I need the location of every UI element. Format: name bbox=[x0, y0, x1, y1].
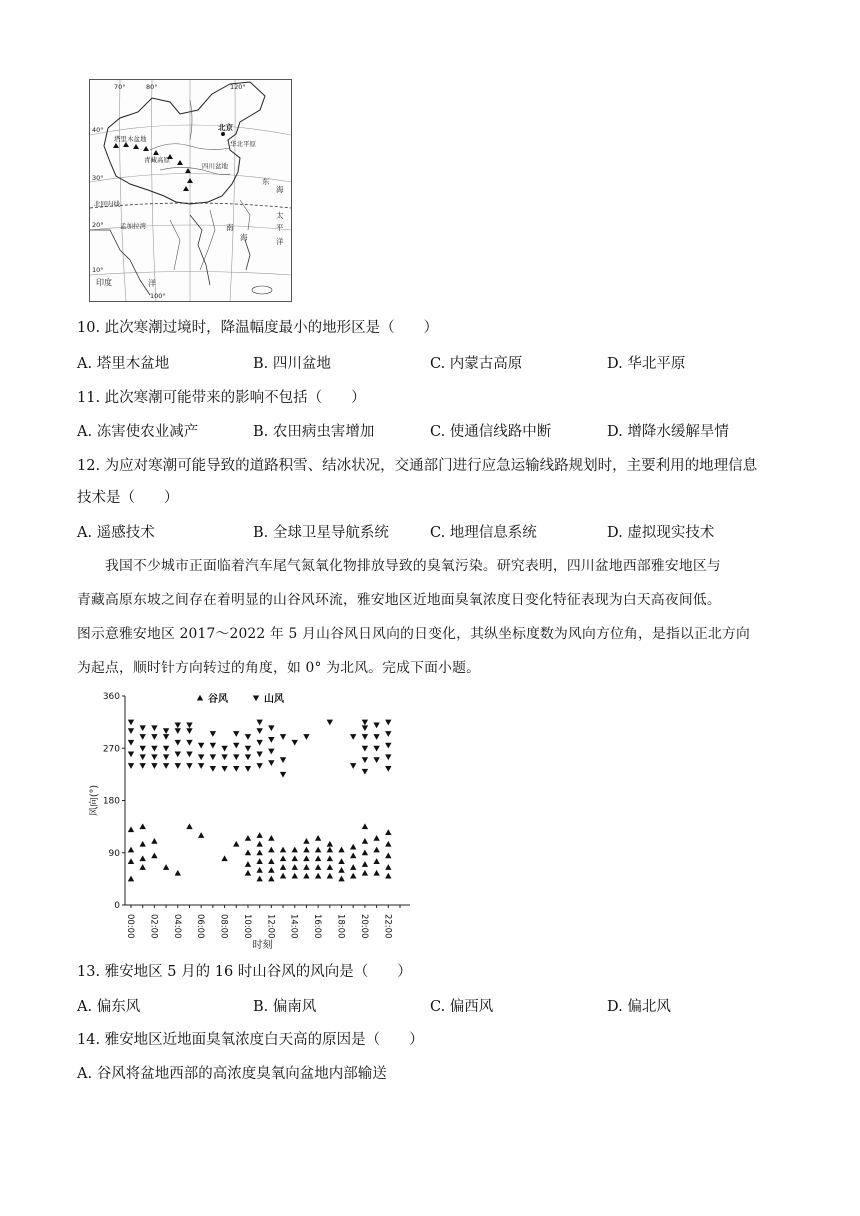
valley-wind-point bbox=[280, 847, 286, 853]
mountain-wind-point bbox=[362, 757, 368, 763]
mountain-wind-point bbox=[221, 766, 227, 772]
valley-wind-point bbox=[385, 864, 391, 870]
valley-wind-point bbox=[373, 858, 379, 864]
valley-wind-point bbox=[175, 870, 181, 876]
sichuan-label: 四川盆地 bbox=[202, 162, 228, 170]
q13-option-a: A. 偏东风 bbox=[77, 999, 141, 1015]
x-axis-label: 时刻 bbox=[252, 940, 273, 951]
mountain-wind-point bbox=[186, 751, 192, 757]
mountain-wind-point bbox=[385, 743, 391, 749]
nanhai-nan-label: 南 bbox=[226, 223, 234, 232]
legend-valley-marker bbox=[197, 695, 203, 701]
valley-wind-point bbox=[256, 841, 262, 847]
mountain-wind-point bbox=[373, 757, 379, 763]
valley-wind-point bbox=[303, 838, 309, 844]
mountain-wind-point bbox=[245, 754, 251, 760]
mountain-wind-point bbox=[139, 763, 145, 769]
mountain-wind-point bbox=[362, 725, 368, 731]
valley-wind-point bbox=[303, 873, 309, 879]
lon120-label: 120° bbox=[230, 83, 246, 91]
mountain-wind-point bbox=[385, 720, 391, 726]
valley-wind-point bbox=[362, 861, 368, 867]
mountain-wind-point bbox=[128, 751, 134, 757]
mountain-wind-point bbox=[245, 766, 251, 772]
lon100-label: 100° bbox=[150, 292, 166, 300]
valley-wind-point bbox=[362, 823, 368, 829]
valley-wind-point bbox=[245, 835, 251, 841]
mountain-wind-point bbox=[245, 734, 251, 740]
x-tick-label: 18:00 bbox=[335, 914, 346, 939]
q10-option-d: D. 华北平原 bbox=[607, 356, 686, 372]
mountain-wind-point bbox=[175, 728, 181, 734]
legend-mountain-label: 山风 bbox=[264, 694, 284, 705]
x-tick-label: 02:00 bbox=[148, 914, 159, 939]
valley-wind-point bbox=[385, 829, 391, 835]
q11-option-b: B. 农田病虫害增加 bbox=[253, 424, 375, 440]
valley-wind-point bbox=[256, 850, 262, 856]
valley-wind-point bbox=[350, 864, 356, 870]
india-label: 印度 bbox=[96, 278, 112, 287]
valley-wind-point bbox=[245, 850, 251, 856]
q14-option-a: A. 谷风将盆地西部的高浓度臭氧向盆地内部输送 bbox=[77, 1066, 387, 1082]
valley-wind-point bbox=[139, 841, 145, 847]
passage-line-4: 为起点，顺时针方向转过的角度，如 0° 为北风。完成下面小题。 bbox=[77, 660, 481, 676]
valley-wind-point bbox=[233, 841, 239, 847]
lat40-label: 40° bbox=[92, 126, 104, 134]
mountain-wind-point bbox=[128, 740, 134, 746]
x-tick-label: 04:00 bbox=[171, 914, 182, 939]
q13-option-d: D. 偏北风 bbox=[607, 999, 671, 1015]
mountain-wind-point bbox=[163, 763, 169, 769]
valley-wind-point bbox=[151, 838, 157, 844]
mountain-wind-point bbox=[350, 763, 356, 769]
q10-option-c: C. 内蒙古高原 bbox=[430, 356, 523, 372]
mountain-wind-point bbox=[268, 737, 274, 743]
mountain-wind-point bbox=[175, 751, 181, 757]
y-tick-label: 180 bbox=[102, 796, 120, 807]
mountain-wind-point bbox=[163, 754, 169, 760]
q10-option-b: B. 四川盆地 bbox=[253, 356, 331, 372]
valley-wind-point bbox=[292, 855, 298, 861]
mountain-wind-point bbox=[385, 754, 391, 760]
valley-wind-point bbox=[256, 832, 262, 838]
q12-stem-line1: 12. 为应对寒潮可能导致的道路积雪、结冰状况，交通部门进行应急运输线路规划时，主要利用的地理信息 bbox=[77, 458, 758, 474]
mountain-wind-point bbox=[186, 728, 192, 734]
passage-line-1: 我国不少城市正面临着汽车尾气氮氧化物排放导致的臭氧污染。研究表明，四川盆地西部雅安地区与 bbox=[105, 558, 721, 574]
mountain-wind-point bbox=[256, 763, 262, 769]
valley-wind-point bbox=[315, 873, 321, 879]
mountain-wind-point bbox=[280, 772, 286, 778]
bengal-label: 孟加拉湾 bbox=[120, 222, 146, 230]
mountain-wind-point bbox=[163, 746, 169, 752]
valley-wind-point bbox=[373, 847, 379, 853]
mountain-wind-point bbox=[362, 746, 368, 752]
mountain-wind-point bbox=[221, 746, 227, 752]
wind-direction-chart bbox=[80, 684, 420, 954]
valley-wind-point bbox=[268, 858, 274, 864]
valley-wind-point bbox=[373, 835, 379, 841]
q13-option-c: C. 偏西风 bbox=[430, 999, 494, 1015]
q12-option-d: D. 虚拟现实技术 bbox=[607, 525, 715, 541]
valley-wind-point bbox=[338, 858, 344, 864]
mountain-wind-point bbox=[186, 763, 192, 769]
mountain-wind-point bbox=[245, 746, 251, 752]
x-tick-label: 12:00 bbox=[265, 914, 276, 939]
mountain-wind-point bbox=[233, 754, 239, 760]
mountain-wind-point bbox=[210, 731, 216, 737]
valley-wind-point bbox=[256, 867, 262, 873]
valley-wind-point bbox=[256, 858, 262, 864]
valley-wind-point bbox=[338, 867, 344, 873]
mountain-wind-point bbox=[151, 754, 157, 760]
x-tick-label: 14:00 bbox=[288, 914, 299, 939]
mountain-wind-point bbox=[198, 743, 204, 749]
mountain-wind-point bbox=[256, 720, 262, 726]
chart-svg bbox=[80, 684, 420, 954]
valley-wind-point bbox=[186, 823, 192, 829]
valley-wind-point bbox=[245, 870, 251, 876]
qinghai-tibet-label: 青藏高原 bbox=[144, 156, 170, 164]
q11-option-a: A. 冻害使农业减产 bbox=[77, 424, 199, 440]
valley-wind-point bbox=[303, 847, 309, 853]
lat10-label: 10° bbox=[92, 266, 104, 274]
valley-wind-point bbox=[268, 867, 274, 873]
valley-wind-point bbox=[315, 864, 321, 870]
valley-wind-point bbox=[280, 855, 286, 861]
mountain-wind-point bbox=[151, 763, 157, 769]
x-tick-label: 20:00 bbox=[358, 914, 369, 939]
x-tick-label: 22:00 bbox=[382, 914, 393, 939]
valley-wind-point bbox=[280, 864, 286, 870]
valley-wind-point bbox=[385, 873, 391, 879]
pacific-ping-label: 平 bbox=[276, 223, 284, 232]
map-figure bbox=[89, 79, 292, 302]
q13-stem: 13. 雅安地区 5 月的 16 时山谷风的风向是（ ） bbox=[77, 964, 412, 980]
valley-wind-point bbox=[128, 876, 134, 882]
valley-wind-point bbox=[362, 838, 368, 844]
q14-stem: 14. 雅安地区近地面臭氧浓度白天高的原因是（ ） bbox=[77, 1032, 424, 1048]
mountain-wind-point bbox=[163, 734, 169, 740]
mountain-wind-point bbox=[385, 766, 391, 772]
mountain-wind-point bbox=[280, 734, 286, 740]
mountain-wind-point bbox=[198, 763, 204, 769]
valley-wind-point bbox=[292, 873, 298, 879]
tarim-label: 塔里木盆地 bbox=[114, 135, 147, 143]
mountain-wind-point bbox=[233, 731, 239, 737]
mountain-wind-point bbox=[139, 746, 145, 752]
q11-option-c: C. 使通信线路中断 bbox=[430, 424, 552, 440]
mountain-wind-point bbox=[233, 743, 239, 749]
mountain-wind-point bbox=[373, 722, 379, 728]
valley-wind-point bbox=[139, 864, 145, 870]
mountain-wind-point bbox=[280, 757, 286, 763]
y-tick-label: 0 bbox=[114, 901, 120, 911]
valley-wind-point bbox=[256, 876, 262, 882]
mountain-wind-point bbox=[292, 740, 298, 746]
valley-wind-point bbox=[280, 873, 286, 879]
sea-hai-label: 海 bbox=[276, 185, 284, 194]
mountain-wind-point bbox=[210, 766, 216, 772]
beijing-label: 北京 bbox=[218, 123, 233, 132]
tropic-label: 北回归线 bbox=[94, 200, 120, 208]
q12-option-c: C. 地理信息系统 bbox=[430, 525, 537, 541]
valley-wind-point bbox=[292, 847, 298, 853]
mountain-wind-point bbox=[175, 722, 181, 728]
mountain-wind-point bbox=[385, 731, 391, 737]
mountain-wind-point bbox=[210, 743, 216, 749]
q10-option-a: A. 塔里木盆地 bbox=[77, 356, 170, 372]
valley-wind-point bbox=[221, 855, 227, 861]
mountain-wind-point bbox=[362, 769, 368, 775]
y-tick-label: 90 bbox=[108, 848, 120, 859]
mountain-wind-point bbox=[256, 728, 262, 734]
ocean-label: 洋 bbox=[148, 279, 156, 288]
mountain-wind-point bbox=[186, 722, 192, 728]
mountain-wind-point bbox=[268, 725, 274, 731]
q12-option-b: B. 全球卫星导航系统 bbox=[253, 525, 389, 541]
valley-wind-point bbox=[245, 861, 251, 867]
valley-wind-point bbox=[128, 826, 134, 832]
lon70-label: 70° bbox=[114, 83, 126, 91]
q12-stem-line2: 技术是（ ） bbox=[77, 490, 179, 506]
passage-line-2: 青藏高原东坡之间存在着明显的山谷风环流，雅安地区近地面臭氧浓度日变化特征表现为白天高夜间低。 bbox=[77, 592, 721, 608]
valley-wind-point bbox=[350, 873, 356, 879]
valley-wind-point bbox=[139, 823, 145, 829]
q10-stem: 10. 此次寒潮过境时，降温幅度最小的地形区是（ ） bbox=[77, 320, 439, 336]
valley-wind-point bbox=[292, 864, 298, 870]
mountain-wind-point bbox=[175, 763, 181, 769]
q11-option-d: D. 增降水缓解旱情 bbox=[607, 424, 729, 440]
mountain-wind-point bbox=[327, 720, 333, 726]
mountain-wind-point bbox=[362, 734, 368, 740]
valley-wind-point bbox=[315, 847, 321, 853]
mountain-wind-point bbox=[128, 720, 134, 726]
x-tick-label: 06:00 bbox=[195, 914, 206, 939]
mountain-wind-point bbox=[139, 734, 145, 740]
valley-wind-point bbox=[385, 852, 391, 858]
lat30-label: 30° bbox=[92, 174, 104, 182]
valley-wind-point bbox=[338, 847, 344, 853]
mountain-wind-point bbox=[198, 754, 204, 760]
x-tick-label: 16:00 bbox=[312, 914, 323, 939]
valley-wind-point bbox=[327, 847, 333, 853]
mountain-wind-point bbox=[210, 754, 216, 760]
valley-wind-point bbox=[315, 855, 321, 861]
valley-wind-point bbox=[362, 870, 368, 876]
valley-wind-point bbox=[373, 870, 379, 876]
pacific-yang-label: 洋 bbox=[276, 237, 284, 246]
lon80-label: 80° bbox=[146, 83, 158, 91]
mountain-wind-point bbox=[128, 728, 134, 734]
mountain-wind-point bbox=[151, 734, 157, 740]
lat20-label: 20° bbox=[92, 221, 104, 229]
q13-option-b: B. 偏南风 bbox=[253, 999, 317, 1015]
valley-wind-point bbox=[327, 873, 333, 879]
mountain-wind-point bbox=[151, 746, 157, 752]
x-tick-label: 00:00 bbox=[125, 914, 135, 939]
y-axis-label: 风向(°) bbox=[89, 784, 100, 817]
mountain-wind-point bbox=[350, 734, 356, 740]
x-tick-label: 10:00 bbox=[241, 914, 252, 939]
mountain-wind-point bbox=[175, 740, 181, 746]
mountain-wind-point bbox=[256, 740, 262, 746]
x-tick-label: 08:00 bbox=[218, 914, 229, 939]
valley-wind-point bbox=[268, 835, 274, 841]
map-svg bbox=[90, 80, 291, 301]
valley-wind-point bbox=[338, 876, 344, 882]
legend-mountain-marker bbox=[253, 695, 259, 701]
mountain-wind-point bbox=[163, 728, 169, 734]
valley-wind-point bbox=[303, 864, 309, 870]
valley-wind-point bbox=[327, 864, 333, 870]
valley-wind-point bbox=[139, 855, 145, 861]
valley-wind-point bbox=[151, 852, 157, 858]
sea-dong-label: 东 bbox=[262, 177, 270, 186]
valley-wind-point bbox=[327, 841, 333, 847]
mountain-wind-point bbox=[139, 754, 145, 760]
valley-wind-point bbox=[303, 855, 309, 861]
y-tick-label: 360 bbox=[102, 692, 120, 702]
y-tick-label: 270 bbox=[102, 744, 120, 755]
mountain-wind-point bbox=[268, 760, 274, 766]
mountain-wind-point bbox=[221, 754, 227, 760]
mountain-wind-point bbox=[186, 740, 192, 746]
nanhai-hai-label: 海 bbox=[240, 233, 248, 242]
valley-wind-point bbox=[350, 852, 356, 858]
valley-wind-point bbox=[128, 847, 134, 853]
valley-wind-point bbox=[350, 844, 356, 850]
mountain-wind-point bbox=[151, 725, 157, 731]
mountain-wind-point bbox=[362, 720, 368, 726]
mountain-wind-point bbox=[233, 766, 239, 772]
mountain-wind-point bbox=[373, 734, 379, 740]
north-china-label: 华北平原 bbox=[230, 140, 256, 148]
mountain-wind-point bbox=[373, 746, 379, 752]
passage-line-3: 图示意雅安地区 2017～2022 年 5 月山谷风日风向的日变化，其纵坐标度数为风向方位角，是指以正北方向 bbox=[77, 626, 751, 642]
pacific-tai-label: 太 bbox=[276, 211, 284, 220]
valley-wind-point bbox=[128, 858, 134, 864]
valley-wind-point bbox=[268, 847, 274, 853]
valley-wind-point bbox=[362, 850, 368, 856]
mountain-wind-point bbox=[268, 749, 274, 755]
valley-wind-point bbox=[268, 876, 274, 882]
mountain-wind-point bbox=[128, 763, 134, 769]
valley-wind-point bbox=[385, 841, 391, 847]
valley-wind-point bbox=[163, 864, 169, 870]
valley-wind-point bbox=[315, 835, 321, 841]
q12-option-a: A. 遥感技术 bbox=[77, 525, 155, 541]
q11-stem: 11. 此次寒潮可能带来的影响不包括（ ） bbox=[77, 390, 366, 406]
valley-wind-point bbox=[198, 832, 204, 838]
valley-wind-point bbox=[327, 855, 333, 861]
legend-valley-label: 谷风 bbox=[208, 694, 228, 705]
mountain-wind-point bbox=[256, 751, 262, 757]
mountain-wind-point bbox=[139, 725, 145, 731]
mountain-wind-point bbox=[303, 734, 309, 740]
